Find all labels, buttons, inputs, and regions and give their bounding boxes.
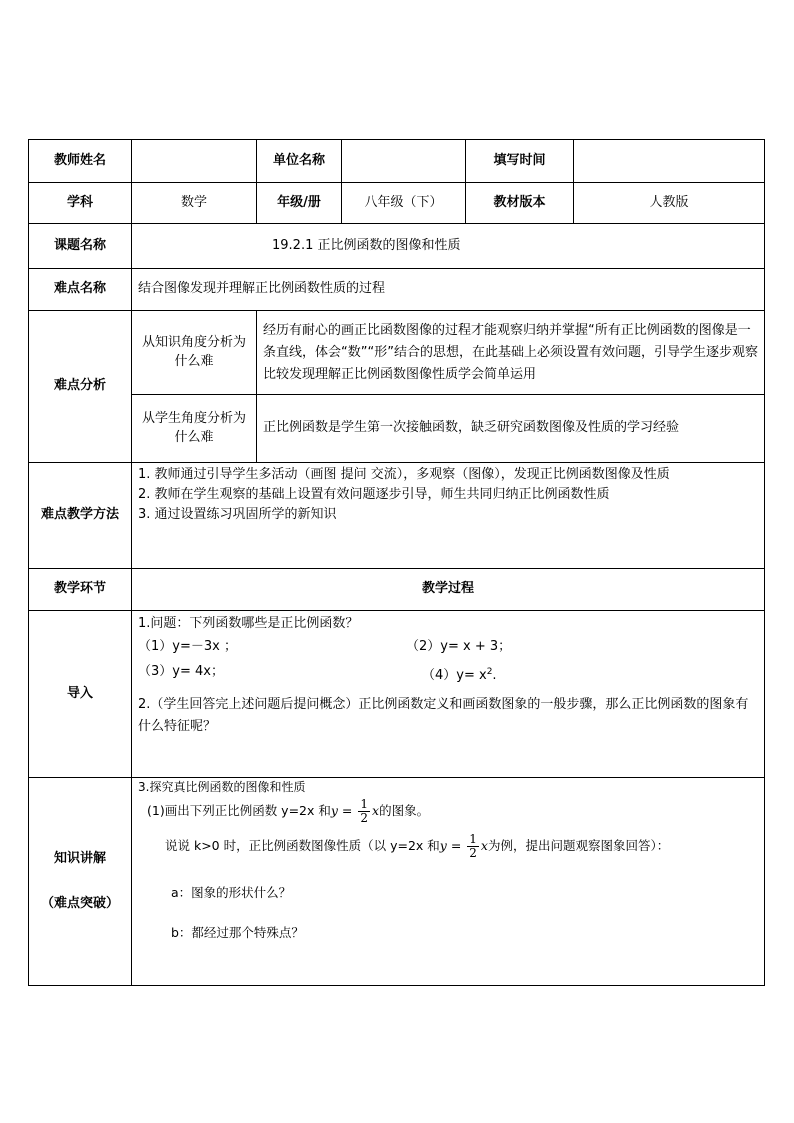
- knowledge-task-1: [138, 798, 758, 825]
- header-row-2: [29, 183, 765, 224]
- process-header-row: [29, 569, 765, 611]
- question-a: a：图象的形状什么？: [171, 885, 292, 900]
- difficulty-label: 难点名称: [29, 269, 132, 311]
- intro-options-row-2: [138, 662, 758, 686]
- task-2-prefix: 说说 k>0 时，正比例函数图像性质（以 y=2x 和: [165, 838, 440, 854]
- fill-time-value: [574, 140, 765, 183]
- fraction-one-half-2: [467, 833, 479, 860]
- knowledge-angle-label: 从知识角度分析为什么难: [132, 311, 257, 395]
- eq-y: y: [330, 803, 338, 819]
- method-item-2: 2. 教师在学生观察的基础上设置有效问题逐步引导，师生共同归纳正比例函数性质: [138, 487, 610, 502]
- knowledge-cell: [132, 778, 765, 986]
- intro-cell: [132, 611, 765, 778]
- option-4-exponent: 2: [486, 667, 493, 677]
- method-item-1: 1. 教师通过引导学生多活动（画图 提问 交流），多观察（图像），发现正比例函数图像及性质: [138, 467, 670, 482]
- difficulty-row: [29, 269, 765, 311]
- eq-equals: =: [337, 803, 357, 819]
- fill-time-label: 填写时间: [466, 140, 574, 183]
- student-angle-text: 正比例函数是学生第一次接触函数，缺乏研究函数图像及性质的学习经验: [257, 395, 765, 463]
- knowledge-label-cell: [29, 778, 132, 986]
- intro-question-2: 2.（学生回答完上述问题后提问概念）正比例函数定义和画函数图象的一般步骤，那么正比例函数的图象有什么特征呢？: [138, 697, 749, 735]
- eq-x: x: [372, 803, 380, 819]
- intro-row: [29, 611, 765, 778]
- fraction-numerator-2: 1: [469, 832, 477, 846]
- option-4: [422, 662, 497, 686]
- option-1: （1）y=－3x ；: [138, 639, 237, 654]
- unit-name-label: 单位名称: [257, 140, 342, 183]
- fraction-numerator: 1: [360, 797, 368, 811]
- eq-equals-2: =: [446, 838, 466, 854]
- option-3: （3）y= 4x；: [138, 664, 224, 679]
- analysis-label: 难点分析: [29, 311, 132, 463]
- task-1-suffix: 的图象。: [379, 803, 430, 819]
- knowledge-task-2: [138, 833, 758, 860]
- fraction-denominator: 2: [360, 811, 368, 825]
- fraction-one-half: [358, 798, 370, 825]
- stage-header: 教学环节: [29, 569, 132, 611]
- question-b: b：都经过那个特殊点？: [171, 925, 304, 941]
- eq-y-2: y: [439, 838, 447, 854]
- eq-x-2: x: [480, 838, 488, 854]
- topic-label: 课题名称: [29, 224, 132, 269]
- methods-label: 难点教学方法: [29, 463, 132, 569]
- analysis-student-row: [29, 395, 765, 463]
- knowledge-angle-text: 经历有耐心的画正比函数图像的过程才能观察归纳并掌握“所有正比例函数的图像是一条直线，体会“数”“形”结合的思想，在此基础上必须设置有效问题，引导学生逐步观察比较发现理解正比例函数图像性质学会简单运用: [257, 311, 765, 395]
- option-4-suffix: .: [492, 668, 497, 684]
- difficulty-value: 结合图像发现并理解正比例函数性质的过程: [132, 269, 765, 311]
- methods-cell: [132, 463, 765, 569]
- teacher-name-value: [132, 140, 257, 183]
- unit-name-value: [342, 140, 466, 183]
- analysis-knowledge-row: [29, 311, 765, 395]
- teacher-name-label: 教师姓名: [29, 140, 132, 183]
- intro-question-1: 1.问题：下列函数哪些是正比例函数？: [138, 616, 359, 631]
- intro-options-row-1: [138, 637, 758, 657]
- student-angle-label: 从学生角度分析为什么难: [132, 395, 257, 463]
- process-header: 教学过程: [132, 569, 765, 611]
- methods-row: [29, 463, 765, 569]
- grade-label: 年级/册: [257, 183, 342, 224]
- knowledge-heading: 3.探究真比例函数的图像和性质: [138, 780, 306, 794]
- knowledge-label: 知识讲解: [53, 850, 106, 866]
- knowledge-row: [29, 778, 765, 986]
- methods-list: [138, 465, 758, 525]
- header-row-1: [29, 140, 765, 183]
- edition-label: 教材版本: [466, 183, 574, 224]
- method-item-3: 3. 通过设置练习巩固所学的新知识: [138, 507, 337, 522]
- task-1-prefix: (1)画出下列正比例函数 y=2x 和: [147, 803, 331, 819]
- lesson-plan-table: [28, 139, 765, 986]
- subject-value: 数学: [132, 183, 257, 224]
- intro-label: 导入: [29, 611, 132, 778]
- fraction-denominator-2: 2: [469, 846, 477, 860]
- edition-value: 人教版: [574, 183, 765, 224]
- grade-value: 八年级（下）: [342, 183, 466, 224]
- knowledge-sublabel: （难点突破）: [40, 895, 119, 911]
- topic-value: 19.2.1 正比例函数的图像和性质: [132, 224, 765, 269]
- subject-label: 学科: [29, 183, 132, 224]
- option-4-base: （4）y= x: [422, 668, 487, 684]
- task-2-suffix: 为例，提出问题观察图象回答）：: [487, 838, 670, 854]
- option-2: （2）y= x + 3；: [406, 639, 512, 654]
- topic-row: [29, 224, 765, 269]
